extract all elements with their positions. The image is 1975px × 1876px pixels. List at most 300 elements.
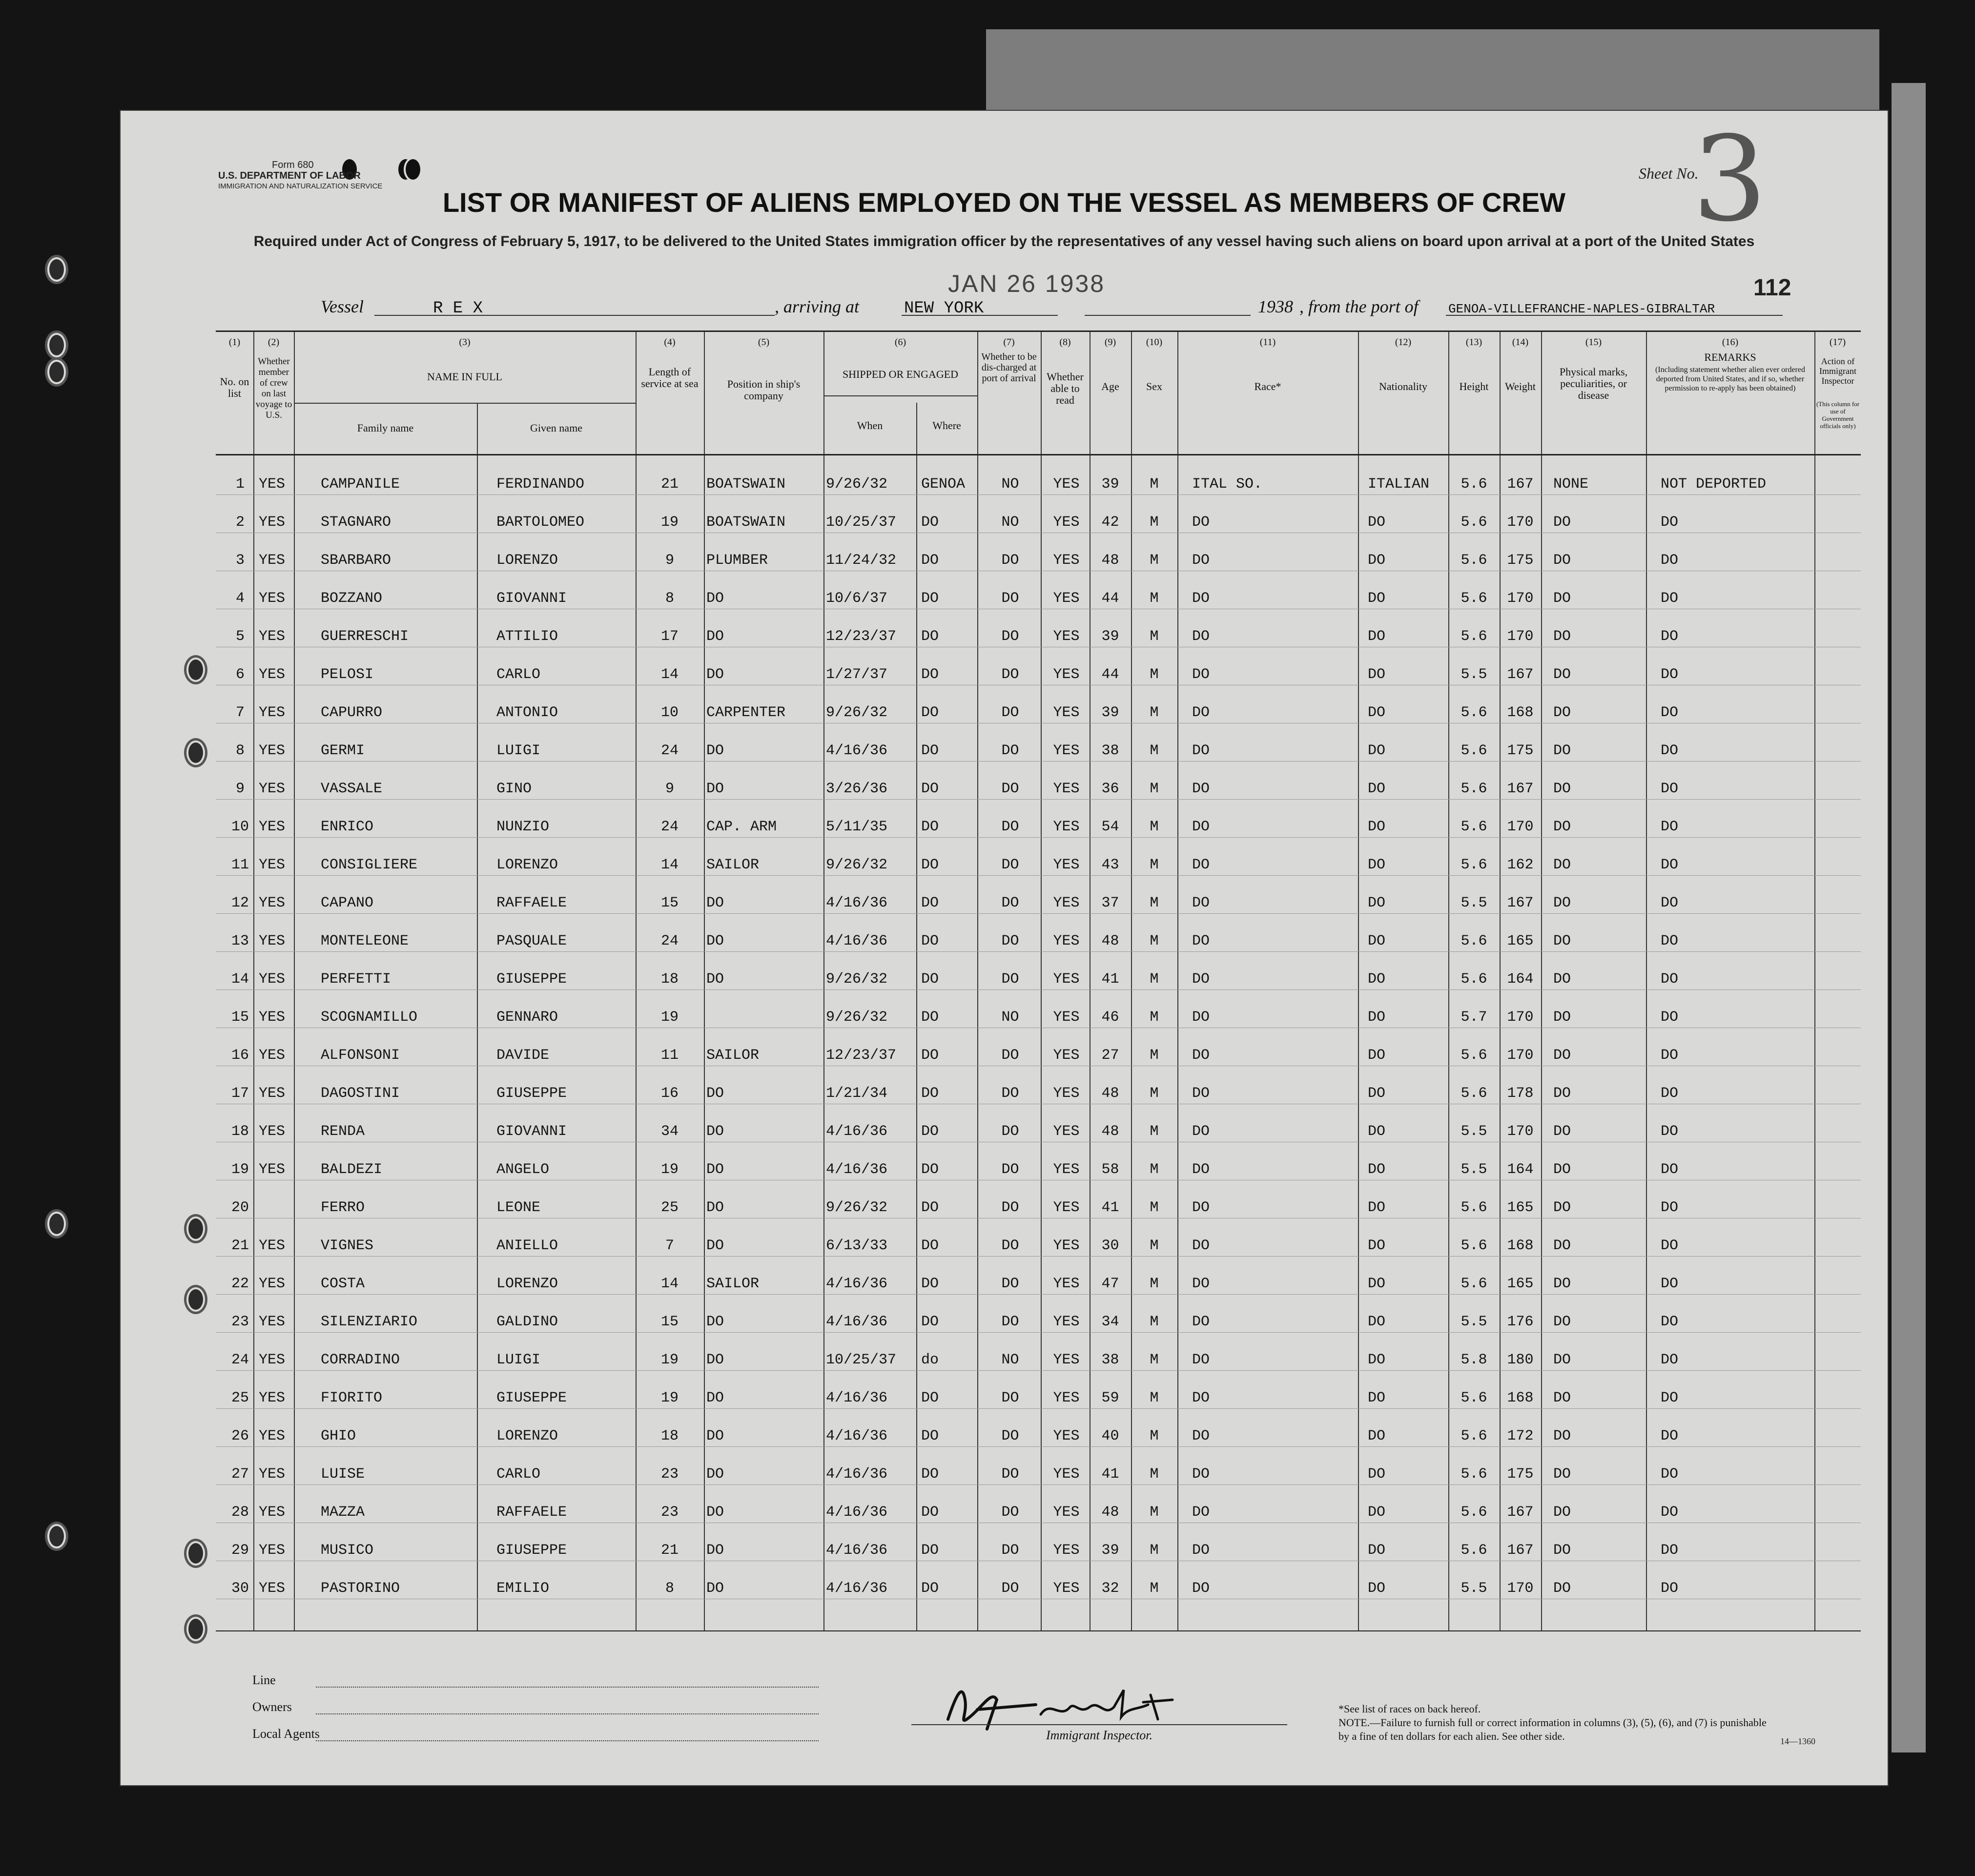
column-divider	[1541, 332, 1542, 1630]
crew-cell-no: 15	[231, 1009, 249, 1026]
crew-cell-height: 5.6	[1461, 1199, 1487, 1216]
crew-cell-weight: 170	[1507, 819, 1534, 835]
crew-cell-weight: 175	[1507, 552, 1534, 569]
column-divider	[253, 332, 254, 1630]
crew-cell-when: 3/26/36	[826, 781, 888, 797]
crew-cell-given: LORENZO	[496, 1428, 558, 1444]
crew-cell-position: BOATSWAIN	[706, 476, 786, 493]
crew-cell-height: 5.6	[1461, 1237, 1487, 1254]
crew-cell-crew: YES	[259, 1276, 286, 1292]
crew-cell-given: ANIELLO	[496, 1237, 558, 1254]
crew-cell-height: 5.6	[1461, 628, 1487, 645]
crew-cell-weight: 170	[1507, 1047, 1534, 1064]
crew-cell-nationality: ITALIAN	[1368, 476, 1430, 493]
crew-cell-height: 5.6	[1461, 1542, 1487, 1559]
crew-cell-discharge: NO	[1001, 1009, 1019, 1026]
crew-cell-position: DO	[706, 1428, 724, 1444]
crew-cell-read: YES	[1053, 1542, 1080, 1559]
crew-cell-race: DO	[1192, 1466, 1210, 1483]
row-rule	[216, 1332, 1861, 1333]
crew-cell-family: MAZZA	[321, 1504, 365, 1521]
crew-cell-crew: YES	[259, 1352, 286, 1368]
crew-cell-nationality: DO	[1368, 1199, 1386, 1216]
colnum: (5)	[758, 337, 770, 348]
crew-cell-race: DO	[1192, 781, 1210, 797]
crew-cell-height: 5.5	[1461, 1123, 1487, 1140]
crew-cell-crew: YES	[259, 857, 286, 873]
crew-cell-remarks: DO	[1661, 1428, 1679, 1444]
colnum: (9)	[1104, 337, 1116, 348]
column-divider	[704, 332, 705, 1630]
crew-cell-position: DO	[706, 895, 724, 911]
header-action-note: (This column for use of Government officials only)	[1816, 400, 1860, 430]
crew-cell-weight: 164	[1507, 971, 1534, 988]
crew-cell-where: DO	[921, 552, 939, 569]
column-divider	[1358, 332, 1359, 1630]
crew-cell-physical: DO	[1553, 971, 1571, 988]
crew-cell-position: DO	[706, 1390, 724, 1406]
crew-cell-where: DO	[921, 1199, 939, 1216]
crew-cell-remarks: DO	[1661, 1580, 1679, 1597]
crew-cell-remarks: DO	[1661, 819, 1679, 835]
crew-cell-remarks: DO	[1661, 933, 1679, 949]
crew-cell-height: 5.6	[1461, 781, 1487, 797]
colnum: (10)	[1146, 337, 1163, 348]
crew-cell-height: 5.6	[1461, 476, 1487, 493]
crew-cell-race: DO	[1192, 1352, 1210, 1368]
column-divider	[823, 332, 824, 1630]
crew-cell-discharge: DO	[1001, 1428, 1019, 1444]
crew-cell-no: 9	[235, 781, 245, 797]
crew-cell-height: 5.6	[1461, 1504, 1487, 1521]
crew-cell-age: 48	[1101, 552, 1119, 569]
crew-cell-when: 9/26/32	[826, 857, 888, 873]
crew-cell-read: YES	[1053, 514, 1080, 531]
crew-cell-weight: 170	[1507, 514, 1534, 531]
crew-cell-crew: YES	[259, 781, 286, 797]
crew-cell-service: 18	[660, 971, 679, 988]
crew-cell-when: 9/26/32	[826, 1199, 888, 1216]
crew-cell-race: DO	[1192, 1047, 1210, 1064]
crew-cell-when: 4/16/36	[826, 1161, 888, 1178]
crew-cell-given: BARTOLOMEO	[496, 514, 585, 531]
crew-cell-where: DO	[921, 1314, 939, 1330]
header-no-on-list: No. on list	[220, 375, 249, 399]
crew-cell-read: YES	[1053, 628, 1080, 645]
crew-cell-where: DO	[921, 1085, 939, 1102]
crew-cell-remarks: DO	[1661, 742, 1679, 759]
crew-cell-crew: YES	[259, 1466, 286, 1483]
crew-cell-age: 41	[1101, 1466, 1119, 1483]
colnum: (11)	[1259, 337, 1276, 348]
crew-cell-family: CAPANO	[321, 895, 374, 911]
crew-cell-discharge: DO	[1001, 1314, 1019, 1330]
back-sheet-edge	[1892, 83, 1926, 1752]
crew-cell-crew: YES	[259, 1390, 286, 1406]
crew-cell-where: DO	[921, 1580, 939, 1597]
punch-hole	[186, 1216, 205, 1241]
crew-cell-sex: M	[1150, 1390, 1159, 1406]
crew-cell-nationality: DO	[1368, 552, 1386, 569]
crew-cell-when: 4/16/36	[826, 1314, 888, 1330]
crew-cell-when: 4/16/36	[826, 742, 888, 759]
crew-cell-sex: M	[1150, 1047, 1159, 1064]
crew-cell-age: 38	[1101, 1352, 1119, 1368]
page-number: 112	[1753, 275, 1791, 301]
crew-cell-read: YES	[1053, 704, 1080, 721]
header-remarks: REMARKS	[1704, 351, 1756, 363]
crew-cell-crew: YES	[259, 971, 286, 988]
crew-cell-when: 6/13/33	[826, 1237, 888, 1254]
crew-cell-where: DO	[921, 1390, 939, 1406]
crew-cell-discharge: DO	[1001, 552, 1019, 569]
crew-cell-age: 46	[1101, 1009, 1119, 1026]
crew-cell-sex: M	[1150, 666, 1159, 683]
crew-cell-age: 41	[1101, 1199, 1119, 1216]
crew-cell-nationality: DO	[1368, 742, 1386, 759]
row-rule	[216, 1484, 1861, 1485]
crew-cell-sex: M	[1150, 1352, 1159, 1368]
crew-cell-read: YES	[1053, 1199, 1080, 1216]
crew-cell-given: LUIGI	[496, 1352, 541, 1368]
crew-cell-read: YES	[1053, 1123, 1080, 1140]
crew-cell-nationality: DO	[1368, 628, 1386, 645]
crew-cell-service: 15	[660, 1314, 679, 1330]
crew-cell-position: DO	[706, 1542, 724, 1559]
crew-cell-no: 16	[231, 1047, 249, 1064]
crew-cell-remarks: DO	[1661, 666, 1679, 683]
crew-cell-where: DO	[921, 895, 939, 911]
note-races: *See list of races on back hereof.	[1338, 1703, 1481, 1715]
crew-cell-sex: M	[1150, 971, 1159, 988]
crew-cell-race: DO	[1192, 514, 1210, 531]
crew-cell-race: DO	[1192, 857, 1210, 873]
crew-cell-family: ALFONSONI	[321, 1047, 400, 1064]
crew-cell-given: GIOVANNI	[496, 590, 567, 607]
punch-hole	[47, 1524, 66, 1548]
crew-cell-sex: M	[1150, 476, 1159, 493]
crew-cell-sex: M	[1150, 933, 1159, 949]
crew-cell-position: DO	[706, 1199, 724, 1216]
header-when: When	[857, 419, 883, 432]
crew-cell-discharge: DO	[1001, 933, 1019, 949]
crew-cell-sex: M	[1150, 1123, 1159, 1140]
crew-cell-no: 6	[235, 666, 245, 683]
punch-hole	[186, 741, 205, 765]
crew-cell-family: VIGNES	[321, 1237, 374, 1254]
crew-cell-crew: YES	[259, 1123, 286, 1140]
crew-cell-nationality: DO	[1368, 819, 1386, 835]
crew-cell-height: 5.6	[1461, 590, 1487, 607]
crew-cell-physical: DO	[1553, 1009, 1571, 1026]
crew-cell-given: GALDINO	[496, 1314, 558, 1330]
header-age: Age	[1101, 380, 1119, 392]
crew-cell-height: 5.5	[1461, 1161, 1487, 1178]
crew-cell-discharge: NO	[1001, 1352, 1019, 1368]
crew-cell-weight: 167	[1507, 476, 1534, 493]
crew-cell-physical: NONE	[1553, 476, 1589, 493]
crew-cell-given: FERDINANDO	[496, 476, 585, 493]
crew-cell-race: DO	[1192, 1580, 1210, 1597]
crew-cell-nationality: DO	[1368, 1047, 1386, 1064]
crew-cell-crew: YES	[259, 1580, 286, 1597]
crew-cell-physical: DO	[1553, 781, 1571, 797]
crew-cell-no: 8	[235, 742, 245, 759]
header-length-service: Length of service at sea	[641, 366, 699, 390]
crew-cell-position: DO	[706, 666, 724, 683]
crew-cell-remarks: DO	[1661, 1352, 1679, 1368]
crew-cell-remarks: DO	[1661, 704, 1679, 721]
colnum: (14)	[1512, 337, 1529, 348]
date-underline	[1085, 315, 1251, 316]
header-position: Position in ship's company	[727, 378, 801, 402]
crew-cell-height: 5.6	[1461, 552, 1487, 569]
crew-cell-read: YES	[1053, 1276, 1080, 1292]
owners-field	[316, 1713, 819, 1714]
crew-cell-read: YES	[1053, 476, 1080, 493]
crew-cell-race: DO	[1192, 704, 1210, 721]
crew-cell-race: DO	[1192, 1199, 1210, 1216]
crew-cell-nationality: DO	[1368, 1390, 1386, 1406]
local-agents-field	[316, 1740, 819, 1741]
crew-cell-physical: DO	[1553, 1199, 1571, 1216]
arriving-label	[775, 296, 859, 317]
crew-cell-physical: DO	[1553, 857, 1571, 873]
line-field	[316, 1687, 819, 1688]
crew-cell-physical: DO	[1553, 819, 1571, 835]
crew-cell-nationality: DO	[1368, 1466, 1386, 1483]
crew-cell-weight: 167	[1507, 666, 1534, 683]
crew-cell-discharge: DO	[1001, 704, 1019, 721]
crew-cell-race: DO	[1192, 552, 1210, 569]
crew-cell-crew: YES	[259, 476, 286, 493]
crew-cell-where: DO	[921, 1466, 939, 1483]
crew-cell-service: 15	[660, 895, 679, 911]
crew-cell-remarks: DO	[1661, 514, 1679, 531]
crew-cell-no: 5	[235, 628, 245, 645]
crew-cell-given: ATTILIO	[496, 628, 558, 645]
crew-cell-physical: DO	[1553, 1047, 1571, 1064]
crew-cell-nationality: DO	[1368, 1123, 1386, 1140]
crew-cell-physical: DO	[1553, 590, 1571, 607]
header-member-prev: Whether member of crew on last voyage to U.S.	[255, 356, 292, 420]
crew-cell-age: 36	[1101, 781, 1119, 797]
crew-cell-discharge: DO	[1001, 857, 1019, 873]
crew-cell-where: DO	[921, 819, 939, 835]
header-bottom-rule	[216, 454, 1861, 455]
crew-cell-family: SCOGNAMILLO	[321, 1009, 418, 1026]
vessel-name-value: R E X	[433, 299, 483, 318]
header-remarks-note: (Including statement whether alien ever ordered deported from United States, and if so, whether permission to re-apply has been obtained)	[1655, 366, 1805, 392]
crew-cell-nationality: DO	[1368, 895, 1386, 911]
crew-cell-where: DO	[921, 628, 939, 645]
crew-cell-position: SAILOR	[706, 1047, 760, 1064]
crew-cell-weight: 168	[1507, 1237, 1534, 1254]
crew-cell-weight: 170	[1507, 1580, 1534, 1597]
punch-hole	[186, 658, 205, 682]
crew-cell-remarks: DO	[1661, 1009, 1679, 1026]
crew-cell-race: DO	[1192, 1314, 1210, 1330]
row-rule	[216, 951, 1861, 952]
crew-cell-no: 17	[231, 1085, 249, 1102]
crew-cell-age: 59	[1101, 1390, 1119, 1406]
crew-cell-family: LUISE	[321, 1466, 365, 1483]
crew-cell-discharge: DO	[1001, 1504, 1019, 1521]
crew-cell-no: 1	[235, 476, 245, 493]
punch-hole	[47, 1212, 66, 1236]
crew-cell-race: DO	[1192, 1276, 1210, 1292]
crew-cell-height: 5.6	[1461, 1047, 1487, 1064]
crew-cell-age: 41	[1101, 971, 1119, 988]
row-rule	[216, 1256, 1861, 1257]
crew-cell-height: 5.6	[1461, 1276, 1487, 1292]
crew-cell-given: ANTONIO	[496, 704, 558, 721]
crew-cell-service: 8	[665, 1580, 674, 1597]
crew-cell-age: 38	[1101, 742, 1119, 759]
crew-cell-given: LORENZO	[496, 552, 558, 569]
sheet-number: 3	[1692, 111, 1767, 247]
crew-cell-when: 9/26/32	[826, 1009, 888, 1026]
crew-cell-weight: 172	[1507, 1428, 1534, 1444]
crew-cell-service: 18	[660, 1428, 679, 1444]
from-label-text: , from the port of	[1299, 297, 1419, 316]
crew-cell-service: 14	[660, 1276, 679, 1292]
arriving-underline	[902, 315, 1058, 316]
crew-cell-where: DO	[921, 704, 939, 721]
header-where: Where	[932, 419, 961, 432]
header-given-name: Given name	[530, 422, 582, 434]
crew-cell-service: 24	[660, 742, 679, 759]
row-rule	[216, 875, 1861, 876]
crew-cell-read: YES	[1053, 819, 1080, 835]
crew-cell-family: CAMPANILE	[321, 476, 400, 493]
crew-cell-given: LUIGI	[496, 742, 541, 759]
crew-cell-read: YES	[1053, 590, 1080, 607]
crew-cell-weight: 167	[1507, 1504, 1534, 1521]
crew-cell-no: 29	[231, 1542, 249, 1559]
crew-cell-given: GIUSEPPE	[496, 1390, 567, 1406]
crew-cell-age: 48	[1101, 1085, 1119, 1102]
crew-cell-discharge: DO	[1001, 590, 1019, 607]
crew-cell-age: 43	[1101, 857, 1119, 873]
crew-cell-race: DO	[1192, 628, 1210, 645]
crew-cell-remarks: DO	[1661, 1237, 1679, 1254]
crew-cell-crew: YES	[259, 1504, 286, 1521]
crew-cell-nationality: DO	[1368, 704, 1386, 721]
colnum: (15)	[1585, 337, 1602, 348]
crew-cell-remarks: DO	[1661, 1123, 1679, 1140]
row-rule	[216, 1446, 1861, 1447]
crew-cell-family: FERRO	[321, 1199, 365, 1216]
crew-cell-height: 5.6	[1461, 1085, 1487, 1102]
crew-cell-read: YES	[1053, 1237, 1080, 1254]
crew-cell-given: LEONE	[496, 1199, 541, 1216]
crew-cell-position: SAILOR	[706, 1276, 760, 1292]
crew-cell-physical: DO	[1553, 1580, 1571, 1597]
crew-cell-family: BOZZANO	[321, 590, 383, 607]
crew-cell-physical: DO	[1553, 1085, 1571, 1102]
crew-cell-service: 11	[660, 1047, 679, 1064]
crew-cell-service: 19	[660, 1352, 679, 1368]
crew-cell-race: DO	[1192, 590, 1210, 607]
crew-cell-race: DO	[1192, 933, 1210, 949]
crew-cell-weight: 168	[1507, 704, 1534, 721]
crew-cell-crew: YES	[259, 552, 286, 569]
crew-cell-height: 5.6	[1461, 1466, 1487, 1483]
crew-cell-remarks: DO	[1661, 857, 1679, 873]
crew-cell-read: YES	[1053, 1504, 1080, 1521]
crew-cell-remarks: DO	[1661, 590, 1679, 607]
crew-cell-physical: DO	[1553, 742, 1571, 759]
crew-cell-read: YES	[1053, 1161, 1080, 1178]
crew-cell-crew: YES	[259, 1428, 286, 1444]
crew-cell-position: DO	[706, 590, 724, 607]
crew-cell-when: 10/25/37	[826, 1352, 897, 1368]
crew-cell-age: 37	[1101, 895, 1119, 911]
crew-cell-race: DO	[1192, 742, 1210, 759]
header-read: Whether able to read	[1047, 371, 1084, 406]
crew-cell-crew: YES	[259, 1237, 286, 1254]
crew-cell-read: YES	[1053, 666, 1080, 683]
crew-cell-crew: YES	[259, 933, 286, 949]
crew-cell-position: DO	[706, 742, 724, 759]
crew-cell-where: DO	[921, 1123, 939, 1140]
crew-cell-position: DO	[706, 1580, 724, 1597]
header-physical: Physical marks, peculiarities, or disease	[1559, 366, 1628, 401]
crew-cell-when: 10/6/37	[826, 590, 888, 607]
crew-cell-sex: M	[1150, 1466, 1159, 1483]
crew-cell-read: YES	[1053, 1580, 1080, 1597]
crew-cell-no: 18	[231, 1123, 249, 1140]
crew-cell-where: DO	[921, 742, 939, 759]
crew-cell-nationality: DO	[1368, 1161, 1386, 1178]
crew-cell-when: 10/25/37	[826, 514, 897, 531]
crew-cell-sex: M	[1150, 1199, 1159, 1216]
crew-cell-no: 19	[231, 1161, 249, 1178]
crew-cell-physical: DO	[1553, 1542, 1571, 1559]
date-stamp: JAN 26 1938	[948, 270, 1106, 297]
crew-cell-race: DO	[1192, 1123, 1210, 1140]
crew-cell-weight: 170	[1507, 1123, 1534, 1140]
crew-cell-age: 58	[1101, 1161, 1119, 1178]
crew-cell-height: 5.5	[1461, 1580, 1487, 1597]
crew-cell-age: 48	[1101, 1504, 1119, 1521]
crew-cell-discharge: DO	[1001, 1580, 1019, 1597]
crew-cell-age: 39	[1101, 476, 1119, 493]
crew-cell-service: 17	[660, 628, 679, 645]
crew-cell-sex: M	[1150, 552, 1159, 569]
crew-cell-physical: DO	[1553, 1352, 1571, 1368]
crew-cell-crew: YES	[259, 1009, 286, 1026]
crew-cell-sex: M	[1150, 1542, 1159, 1559]
crew-cell-discharge: NO	[1001, 476, 1019, 493]
crew-cell-height: 5.6	[1461, 1390, 1487, 1406]
from-underline	[1446, 315, 1783, 316]
crew-cell-no: 23	[231, 1314, 249, 1330]
crew-cell-weight: 170	[1507, 590, 1534, 607]
crew-cell-age: 44	[1101, 666, 1119, 683]
crew-cell-given: RAFFAELE	[496, 1504, 567, 1521]
crew-cell-discharge: DO	[1001, 1542, 1019, 1559]
crew-cell-weight: 162	[1507, 857, 1534, 873]
manifest-sheet	[120, 110, 1889, 1786]
column-divider	[636, 332, 637, 1630]
crew-cell-nationality: DO	[1368, 1352, 1386, 1368]
crew-cell-crew: YES	[259, 514, 286, 531]
column-divider	[1646, 332, 1647, 1630]
crew-cell-family: CONSIGLIERE	[321, 857, 418, 873]
crew-cell-service: 24	[660, 819, 679, 835]
